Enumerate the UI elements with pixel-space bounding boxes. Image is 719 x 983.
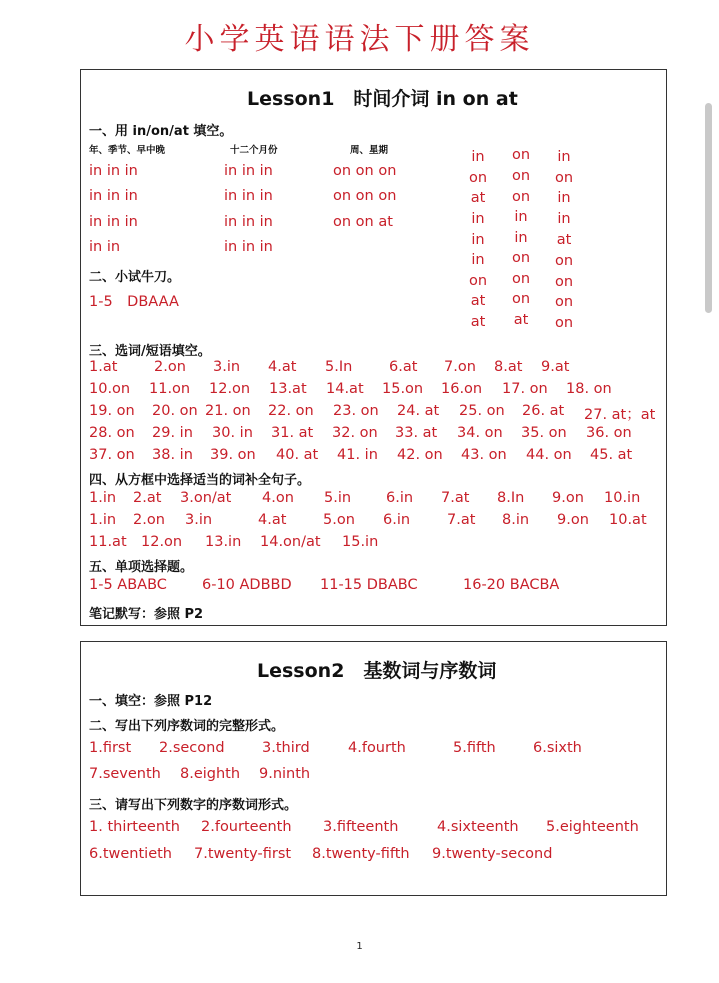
s4-answer: 2.on xyxy=(133,512,165,528)
s4-answer: 6.in xyxy=(386,490,414,506)
ordinal-answer: 6.sixth xyxy=(533,740,582,756)
col2-row3: in in in xyxy=(224,214,273,230)
s4-answer: 10.in xyxy=(604,490,641,506)
lesson1-section5-heading: 五、单项选择题。 xyxy=(89,560,194,575)
col1-row4: in in xyxy=(89,239,121,255)
s4-answer: 1.in xyxy=(89,512,117,528)
page-number: 1 xyxy=(356,941,363,952)
s3-answer: 5.In xyxy=(325,359,353,375)
lesson1-title: Lesson1 时间介词 in on at xyxy=(247,88,518,110)
grid-cell: on xyxy=(468,273,488,289)
s3-answer: 27. at；at xyxy=(584,407,656,423)
s3-answer: 11.on xyxy=(149,381,191,397)
s4-answer: 7.at xyxy=(447,512,476,528)
s4-answer: 4.at xyxy=(258,512,287,528)
s3-answer: 26. at xyxy=(522,403,565,419)
s4-answer: 15.in xyxy=(342,534,379,550)
lesson1-section3-heading: 三、选词/短语填空。 xyxy=(89,344,211,359)
s4-answer: 14.on/at xyxy=(260,534,321,550)
s3-answer: 45. at xyxy=(590,447,633,463)
grid-cell: in xyxy=(557,149,571,165)
ordinal-answer: 9.twenty-second xyxy=(432,846,553,862)
col1-row3: in in in xyxy=(89,214,138,230)
s3-answer: 35. on xyxy=(521,425,567,441)
s4-answer: 6.in xyxy=(383,512,411,528)
grid-cell: on xyxy=(511,271,531,287)
s3-answer: 15.on xyxy=(382,381,424,397)
col-header-weekdays: 周、星期 xyxy=(350,145,389,156)
grid-cell: in xyxy=(514,230,528,246)
s3-answer: 34. on xyxy=(457,425,503,441)
grid-cell: in xyxy=(514,209,528,225)
grid-cell: on xyxy=(511,291,531,307)
ordinal-answer: 7.twenty-first xyxy=(194,846,292,862)
s3-answer: 31. at xyxy=(271,425,314,441)
s3-answer: 6.at xyxy=(389,359,418,375)
lesson2-section1: 一、填空：参照 P12 xyxy=(89,694,213,709)
grid-cell: in xyxy=(471,149,485,165)
grid-cell: at xyxy=(556,232,572,248)
s3-answer: 17. on xyxy=(502,381,548,397)
s4-answer: 4.on xyxy=(262,490,294,506)
grid-cell: on xyxy=(511,189,531,205)
grid-cell: at xyxy=(470,293,486,309)
s3-answer: 41. in xyxy=(337,447,378,463)
s3-answer: 2.on xyxy=(154,359,186,375)
grid-cell: in xyxy=(471,211,485,227)
grid-cell: at xyxy=(470,190,486,206)
lesson1-notes: 笔记默写：参照 P2 xyxy=(89,607,204,622)
s3-answer: 29. in xyxy=(152,425,193,441)
col3-row3: on on at xyxy=(333,214,393,230)
s3-answer: 3.in xyxy=(213,359,241,375)
grid-cell: on xyxy=(554,170,574,186)
page-title: 小学英语语法下册答案 xyxy=(184,22,535,57)
grid-cell: on xyxy=(554,274,574,290)
ordinal-answer: 5.eighteenth xyxy=(546,819,639,835)
s3-answer: 20. on xyxy=(152,403,198,419)
ordinal-answer: 3.fifteenth xyxy=(323,819,399,835)
s3-answer: 8.at xyxy=(494,359,523,375)
ordinal-answer: 2.second xyxy=(159,740,225,756)
s4-answer: 8.in xyxy=(502,512,530,528)
s4-answer: 3.on/at xyxy=(180,490,232,506)
grid-cell: at xyxy=(470,314,486,330)
grid-cell: in xyxy=(471,232,485,248)
s4-answer: 2.at xyxy=(133,490,162,506)
ordinal-answer: 2.fourteenth xyxy=(201,819,292,835)
s3-answer: 40. at xyxy=(276,447,319,463)
s4-answer: 3.in xyxy=(185,512,213,528)
s3-answer: 9.at xyxy=(541,359,570,375)
s4-answer: 10.at xyxy=(609,512,647,528)
grid-cell: on xyxy=(511,168,531,184)
s3-answer: 13.at xyxy=(269,381,307,397)
s3-answer: 28. on xyxy=(89,425,135,441)
col2-row4: in in in xyxy=(224,239,273,255)
col2-row2: in in in xyxy=(224,188,273,204)
lesson2-section2-heading: 二、写出下列序数词的完整形式。 xyxy=(89,719,285,734)
s3-answer: 1.at xyxy=(89,359,118,375)
s3-answer: 19. on xyxy=(89,403,135,419)
s3-answer: 18. on xyxy=(566,381,612,397)
lesson2-title: Lesson2 基数词与序数词 xyxy=(257,660,497,682)
s3-answer: 33. at xyxy=(395,425,438,441)
s4-answer: 9.on xyxy=(552,490,584,506)
grid-cell: on xyxy=(468,170,488,186)
s4-answer: 12.on xyxy=(141,534,183,550)
s4-answer: 13.in xyxy=(205,534,242,550)
ordinal-answer: 8.twenty-fifth xyxy=(312,846,410,862)
grid-cell: in xyxy=(557,211,571,227)
ordinal-answer: 8.eighth xyxy=(180,766,241,782)
ordinal-answer: 5.fifth xyxy=(453,740,496,756)
s5-answer: 11-15 DBABC xyxy=(320,577,418,593)
ordinal-answer: 9.ninth xyxy=(259,766,311,782)
col-header-months: 十二个月份 xyxy=(230,145,278,156)
grid-cell: in xyxy=(557,190,571,206)
s3-answer: 42. on xyxy=(397,447,443,463)
s3-answer: 4.at xyxy=(268,359,297,375)
s3-answer: 12.on xyxy=(209,381,251,397)
col-header-seasons: 年、季节、早中晚 xyxy=(89,145,166,156)
col1-row1: in in in xyxy=(89,163,138,179)
s4-answer: 1.in xyxy=(89,490,117,506)
s3-answer: 44. on xyxy=(526,447,572,463)
ordinal-answer: 7.seventh xyxy=(89,766,161,782)
lesson1-section1-heading: 一、用 in/on/at 填空。 xyxy=(89,124,233,139)
s4-answer: 5.on xyxy=(323,512,355,528)
grid-cell: at xyxy=(513,312,529,328)
col2-row1: in in in xyxy=(224,163,273,179)
grid-cell: on xyxy=(511,147,531,163)
s3-answer: 39. on xyxy=(210,447,256,463)
lesson1-section2-heading: 二、小试牛刀。 xyxy=(89,270,181,285)
s3-answer: 43. on xyxy=(461,447,507,463)
s3-answer: 23. on xyxy=(333,403,379,419)
ordinal-answer: 6.twentieth xyxy=(89,846,172,862)
lesson1-section2-answer: 1-5 DBAAA xyxy=(89,294,179,310)
s3-answer: 7.on xyxy=(444,359,476,375)
s3-answer: 22. on xyxy=(268,403,314,419)
grid-cell: on xyxy=(554,253,574,269)
scrollbar-thumb[interactable] xyxy=(705,103,712,313)
ordinal-answer: 4.fourth xyxy=(348,740,406,756)
lesson2-section3-heading: 三、请写出下列数字的序数词形式。 xyxy=(89,798,298,813)
s5-answer: 1-5 ABABC xyxy=(89,577,167,593)
grid-cell: on xyxy=(554,315,574,331)
col3-row2: on on on xyxy=(333,188,397,204)
s3-answer: 37. on xyxy=(89,447,135,463)
col3-row1: on on on xyxy=(333,163,397,179)
grid-cell: on xyxy=(511,250,531,266)
s4-answer: 9.on xyxy=(557,512,589,528)
s3-answer: 16.on xyxy=(441,381,483,397)
ordinal-answer: 1.first xyxy=(89,740,132,756)
s3-answer: 32. on xyxy=(332,425,378,441)
s3-answer: 14.at xyxy=(326,381,364,397)
s4-answer: 8.In xyxy=(497,490,525,506)
grid-cell: in xyxy=(471,252,485,268)
ordinal-answer: 4.sixteenth xyxy=(437,819,519,835)
ordinal-answer: 3.third xyxy=(262,740,310,756)
s3-answer: 36. on xyxy=(586,425,632,441)
s3-answer: 21. on xyxy=(205,403,251,419)
grid-cell: on xyxy=(554,294,574,310)
s3-answer: 25. on xyxy=(459,403,505,419)
lesson1-section4-heading: 四、从方框中选择适当的词补全句子。 xyxy=(89,473,311,488)
s3-answer: 24. at xyxy=(397,403,440,419)
s4-answer: 7.at xyxy=(441,490,470,506)
s4-answer: 11.at xyxy=(89,534,127,550)
s3-answer: 38. in xyxy=(152,447,193,463)
s5-answer: 16-20 BACBA xyxy=(463,577,560,593)
s4-answer: 5.in xyxy=(324,490,352,506)
ordinal-answer: 1. thirteenth xyxy=(89,819,180,835)
s3-answer: 30. in xyxy=(212,425,253,441)
s3-answer: 10.on xyxy=(89,381,131,397)
s5-answer: 6-10 ADBBD xyxy=(202,577,292,593)
col1-row2: in in in xyxy=(89,188,138,204)
